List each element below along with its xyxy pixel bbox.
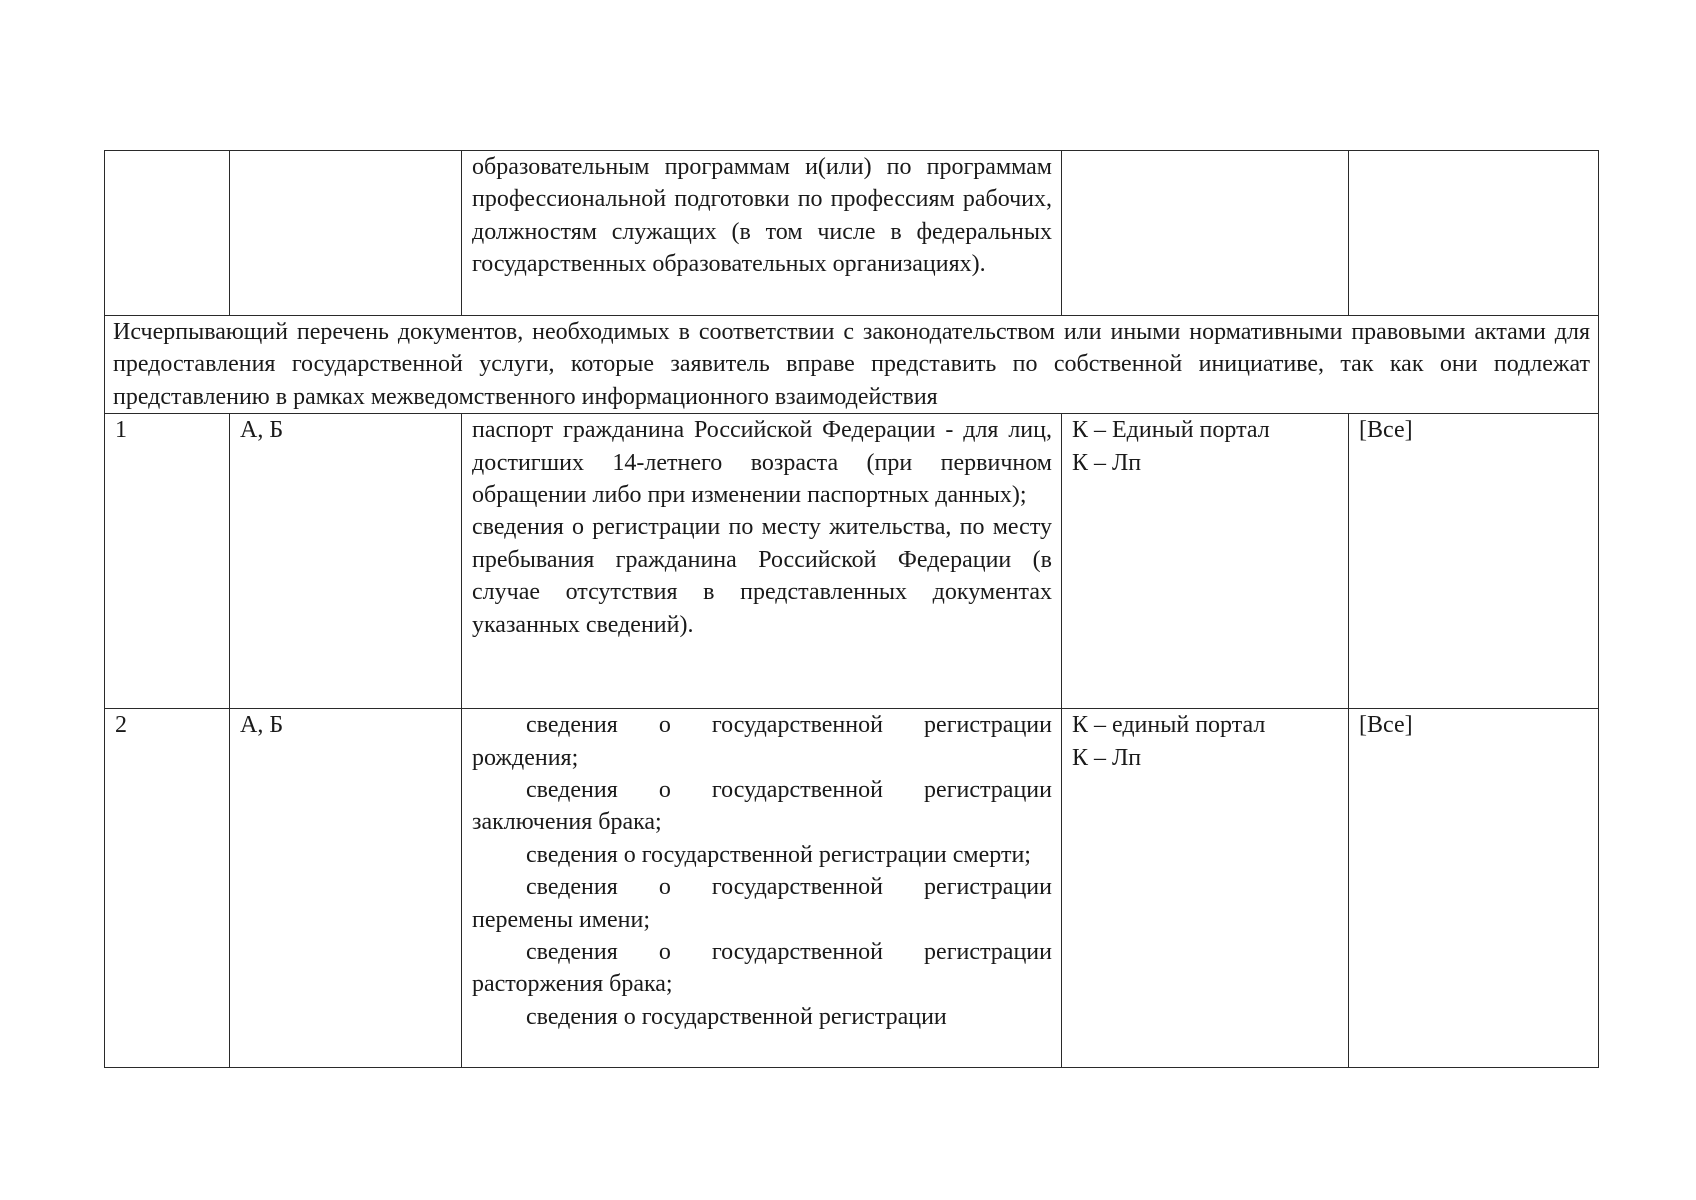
table-row-continuation <box>105 151 1599 316</box>
table-row <box>105 709 1599 1068</box>
document-paragraph: сведения о регистрации по месту жительства, по месту пребывания гражданина Российской Федерации (в случае отсутствия в представленных документах указанных сведений). <box>472 514 1052 638</box>
cell-stage <box>1349 151 1599 316</box>
document-paragraph: паспорт гражданина Российской Федерации - для лиц, достигших 14-летнего возраста (при первичном обращении либо при изменении паспортных данных); <box>472 417 1052 509</box>
cell-method <box>1062 151 1349 316</box>
cell-method <box>1062 414 1349 709</box>
document-paragraph: сведения о государственной регистрации перемены имени; <box>472 874 1052 933</box>
cell-category: А, Б <box>230 414 462 709</box>
cell-category: А, Б <box>230 709 462 1068</box>
document-paragraph: сведения о государственной регистрации <box>526 1003 947 1030</box>
cell-num: 1 <box>105 414 230 709</box>
document-text: образовательным программам и(или) по программам профессиональной подготовки по профессиям рабочих, должностям служащих (в том числе в федеральных государственных образовательных организациях). <box>472 154 1052 278</box>
method-line: К – Лп <box>1072 744 1142 771</box>
table-row <box>105 414 1599 709</box>
document-paragraph: сведения о государственной регистрации рождения; <box>472 712 1052 771</box>
section-header-text: Исчерпывающий перечень документов, необходимых в соответствии с законодательством или иными нормативными правовыми актами для предоставления государственной услуги, которые заявитель вправе представить по собственной инициативе, так как они подлежат представлению в рамках межведомственного информационного взаимодействия <box>113 319 1590 410</box>
section-header-cell <box>105 316 1599 414</box>
cell-stage: [Все] <box>1349 709 1599 1068</box>
section-header-row <box>105 316 1599 414</box>
cell-document <box>462 709 1062 1068</box>
method-line: К – Единый портал <box>1072 417 1270 444</box>
cell-category <box>230 151 462 316</box>
document-paragraph: сведения о государственной регистрации заключения брака; <box>472 777 1052 836</box>
documents-table <box>104 150 1599 1068</box>
cell-document <box>462 414 1062 709</box>
cell-method <box>1062 709 1349 1068</box>
cell-num: 2 <box>105 709 230 1068</box>
document-paragraph: сведения о государственной регистрации расторжения брака; <box>472 939 1052 998</box>
cell-num <box>105 151 230 316</box>
method-line: К – Лп <box>1072 449 1142 476</box>
method-line: К – единый портал <box>1072 712 1266 739</box>
cell-stage: [Все] <box>1349 414 1599 709</box>
document-paragraph: сведения о государственной регистрации смерти; <box>526 841 1031 868</box>
cell-document <box>462 151 1062 316</box>
